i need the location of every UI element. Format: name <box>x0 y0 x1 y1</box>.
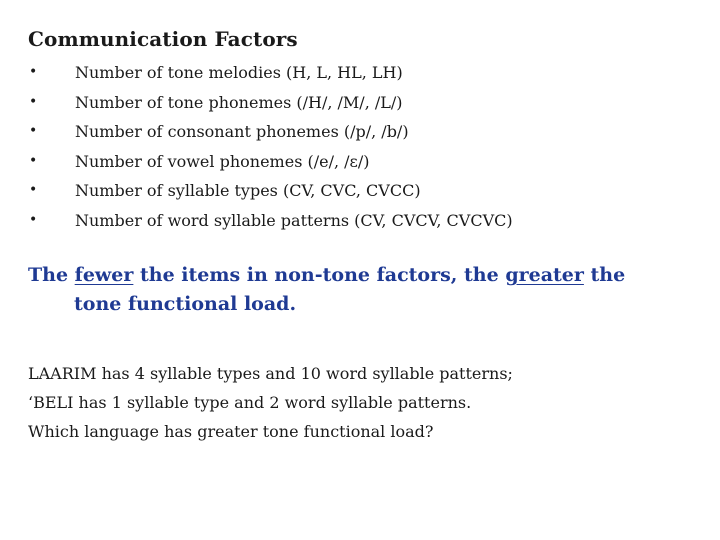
factor-text: Number of word syllable patterns (CV, CVCV, CVCVC) <box>75 210 513 230</box>
question-line2: ‘BELI has 1 syllable type and 2 word syllable patterns. <box>28 393 472 412</box>
question-block <box>28 359 513 446</box>
principle-part2: the items in non-tone factors, the <box>133 264 506 286</box>
bullet-icon: • <box>29 211 38 228</box>
bullet-icon: • <box>29 64 38 80</box>
factor-text: Number of vowel phonemes (/e/, /ɛ/) <box>75 151 370 171</box>
bullet-icon: • <box>29 152 38 169</box>
question-line1: LAARIM has 4 syllable types and 10 word syllable patterns; <box>28 364 513 383</box>
principle-line2: tone functional load. <box>74 293 297 315</box>
question-line3: Which language has greater tone functional load? <box>28 422 434 441</box>
principle-part3: the <box>583 264 626 286</box>
factor-text: Number of syllable types (CV, CVC, CVCC) <box>75 181 421 200</box>
factor-text: Number of tone phonemes (/H/, /M/, /L/) <box>75 92 403 112</box>
factor-text: Number of tone melodies (H, L, HL, LH) <box>75 63 403 82</box>
page-title: Communication Factors <box>28 27 298 51</box>
bullet-icon: • <box>29 182 38 198</box>
bullet-icon: • <box>29 123 38 139</box>
principle-greater: greater <box>505 264 584 286</box>
bullet-icon: • <box>29 93 38 110</box>
principle-fewer: fewer <box>74 264 134 286</box>
factor-text: Number of consonant phonemes (/p/, /b/) <box>75 122 409 141</box>
principle-statement <box>28 261 668 319</box>
principle-part1: The <box>28 264 75 286</box>
